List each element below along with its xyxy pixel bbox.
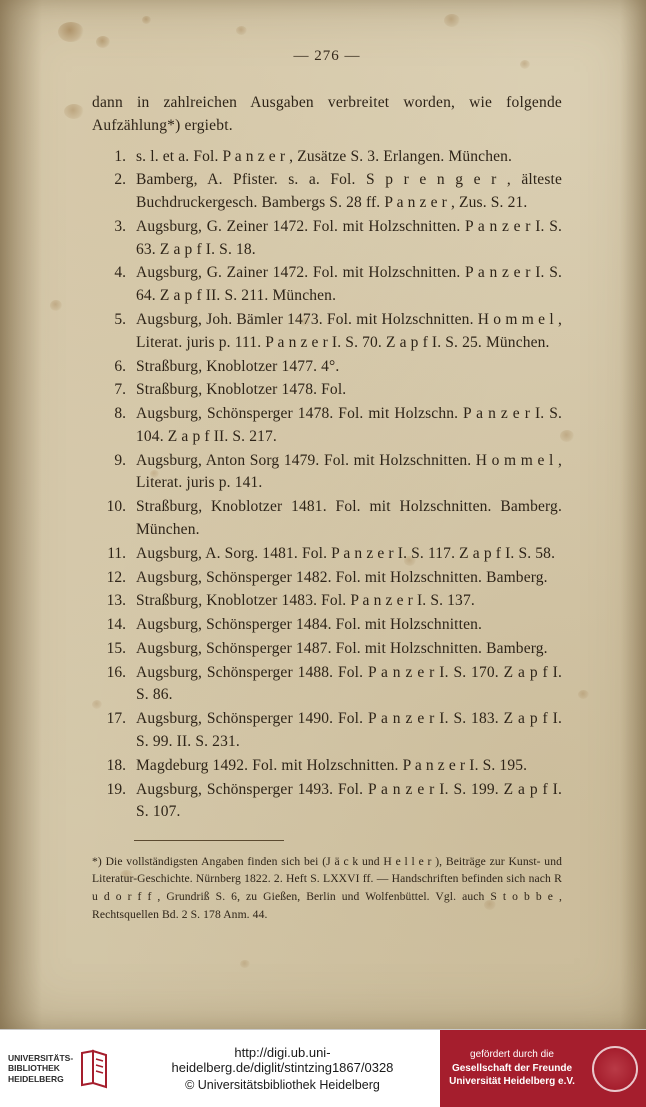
list-item-text: Augsburg, Schönsperger 1482. Fol. mit Holzschnitten. Bamberg. xyxy=(136,568,548,586)
paper-stain xyxy=(96,36,110,48)
list-item-text: Magdeburg 1492. Fol. mit Holzschnitten. P a n z e r I. S. 195. xyxy=(136,756,528,774)
bibliography-list xyxy=(92,146,562,825)
list-item-number: 5. xyxy=(114,310,126,328)
paper-stain xyxy=(236,26,247,35)
seal-icon xyxy=(592,1046,638,1092)
list-item-number: 9. xyxy=(114,451,126,469)
list-item-number: 2. xyxy=(114,171,126,189)
paper-stain xyxy=(58,22,84,42)
list-item xyxy=(92,590,562,613)
list-item-number: 7. xyxy=(114,381,126,399)
paper-stain xyxy=(142,16,151,24)
page-number: — 276 — xyxy=(293,48,361,64)
paper-stain xyxy=(240,960,250,968)
sponsor-line-1: gefördert durch die xyxy=(470,1049,554,1061)
library-name-line-3: HEIDELBERG xyxy=(8,1073,64,1084)
list-item-number: 8. xyxy=(114,405,126,423)
paper-stain xyxy=(64,104,84,119)
library-name-line-1: UNIVERSITÄTS- xyxy=(8,1052,74,1063)
list-item xyxy=(92,216,562,262)
list-item-text: Augsburg, G. Zainer 1472. Fol. mit Holzschnitten. P a n z e r I. S. 64. Z a p f II. S. 211. München. xyxy=(136,264,562,305)
paper-stain xyxy=(560,430,574,442)
list-item-number: 15. xyxy=(106,639,126,657)
library-logo[interactable] xyxy=(0,1049,121,1089)
footnote-text: *) Die vollständigsten Angaben finden sich bei (J ä c k und H e l l e r ), Beiträge zur Kunst- und Literatur-Geschichte. Nürnberg 1822. 2. Heft S. LXXVI ff. — Handschriften befinden sich nach R u d o r f f , Grundriß S. 6, zu Gießen, Berlin und Wolfenbüttel. Vgl. auch S t o b b e , Rechtsquellen Bd. 2 S. 178 Anm. 44. xyxy=(92,854,562,921)
list-item-number: 13. xyxy=(106,592,126,610)
list-item-number: 6. xyxy=(114,357,126,375)
page-gutter-shadow xyxy=(0,0,42,1030)
list-item-text: Straßburg, Knoblotzer 1481. Fol. mit Holzschnitten. Bamberg. München. xyxy=(136,498,562,538)
list-item-number: 3. xyxy=(114,217,126,235)
list-item-text: Augsburg, Schönsperger 1484. Fol. mit Holzschnitten. xyxy=(136,616,483,634)
list-item-number: 14. xyxy=(106,616,126,634)
list-item xyxy=(92,169,562,215)
paper-stain xyxy=(578,690,589,699)
list-item xyxy=(92,543,562,566)
list-item xyxy=(92,450,562,496)
sponsor-area xyxy=(440,1030,646,1107)
list-item-number: 1. xyxy=(114,147,126,165)
sponsor-line-2: Gesellschaft der Freunde xyxy=(451,1062,573,1074)
list-item xyxy=(92,403,562,449)
list-item-text: Straßburg, Knoblotzer 1483. Fol. P a n z e r I. S. 137. xyxy=(136,592,475,610)
footnote-divider xyxy=(134,840,284,841)
list-item-text: Augsburg, Schönsperger 1478. Fol. mit Holzschn. P a n z e r I. S. 104. Z a p f II. S. 217. xyxy=(136,405,562,445)
list-item-text: Straßburg, Knoblotzer 1478. Fol. xyxy=(136,381,347,399)
list-item-text: Augsburg, G. Zeiner 1472. Fol. mit Holzschnitten. P a n z e r I. S. 63. Z a p f I. S. 18. xyxy=(136,217,562,258)
sponsor-credit xyxy=(440,1030,584,1107)
list-item xyxy=(92,146,562,169)
list-item xyxy=(92,379,562,402)
permalink-url[interactable]: http://digi.ub.uni-heidelberg.de/diglit/stintzing1867/0328 xyxy=(171,1045,394,1075)
list-item-number: 10. xyxy=(106,498,126,516)
list-item xyxy=(92,662,562,708)
list-item-number: 11. xyxy=(107,544,126,562)
list-item-text: Augsburg, Schönsperger 1493. Fol. P a n z e r I. S. 199. Z a p f I. S. 107. xyxy=(136,780,562,821)
sponsor-seal xyxy=(584,1030,646,1107)
list-item-text: Straßburg, Knoblotzer 1477. 4°. xyxy=(136,357,340,375)
list-item-number: 18. xyxy=(106,756,126,774)
list-item-text: Bamberg, A. Pfister. s. a. Fol. S p r e n g e r , älteste Buchdruckergesch. Bambergs S. 28 ff. P a n z e r , Zus. S. 21. xyxy=(136,171,562,212)
list-item-text: s. l. et a. Fol. P a n z e r , Zusätze S. 3. Erlangen. München. xyxy=(136,147,513,165)
list-item xyxy=(92,779,562,825)
list-item-number: 12. xyxy=(106,568,126,586)
book-emblem-icon xyxy=(79,1049,109,1089)
list-item-text: Augsburg, A. Sorg. 1481. Fol. P a n z e r I. S. 117. Z a p f I. S. 58. xyxy=(136,544,556,562)
sponsor-line-3: Universität Heidelberg e.V. xyxy=(449,1076,575,1088)
list-item xyxy=(92,708,562,754)
page-content xyxy=(92,48,562,935)
page-right-edge-shadow xyxy=(620,0,646,1030)
list-item xyxy=(92,638,562,661)
list-item xyxy=(92,755,562,778)
paper-stain xyxy=(50,300,62,311)
list-item-text: Augsburg, Anton Sorg 1479. Fol. mit Holzschnitten. H o m m e l , Literat. juris p. 141. xyxy=(136,451,562,492)
intro-paragraph: dann in zahlreichen Ausgaben verbreitet worden, wie folgende Aufzählung*) ergiebt. xyxy=(92,94,562,135)
digital-library-banner xyxy=(0,1029,646,1107)
banner-links xyxy=(121,1045,440,1092)
list-item xyxy=(92,356,562,379)
paper-stain xyxy=(444,14,460,27)
list-item-text: Augsburg, Schönsperger 1490. Fol. P a n z e r I. S. 183. Z a p f I. S. 99. II. S. 231. xyxy=(136,710,562,751)
list-item-text: Augsburg, Schönsperger 1487. Fol. mit Holzschnitten. Bamberg. xyxy=(136,639,548,657)
list-item-text: Augsburg, Joh. Bämler 1473. Fol. mit Holzschnitten. H o m m e l , Literat. juris p. 111. P a n z e r I. S. 70. Z a p f I. S. 25. München. xyxy=(136,310,562,351)
list-item xyxy=(92,496,562,542)
list-item xyxy=(92,614,562,637)
list-item-number: 16. xyxy=(106,663,126,681)
copyright-text: © Universitätsbibliothek Heidelberg xyxy=(185,1078,380,1092)
list-item-text: Augsburg, Schönsperger 1488. Fol. P a n z e r I. S. 170. Z a p f I. S. 86. xyxy=(136,663,562,704)
list-item-number: 17. xyxy=(106,710,126,728)
list-item xyxy=(92,309,562,355)
library-name xyxy=(8,1053,73,1085)
list-item xyxy=(92,262,562,308)
list-item xyxy=(92,567,562,590)
list-item-number: 4. xyxy=(114,264,126,282)
list-item-number: 19. xyxy=(106,780,126,798)
library-name-line-2: BIBLIOTHEK xyxy=(8,1063,60,1074)
